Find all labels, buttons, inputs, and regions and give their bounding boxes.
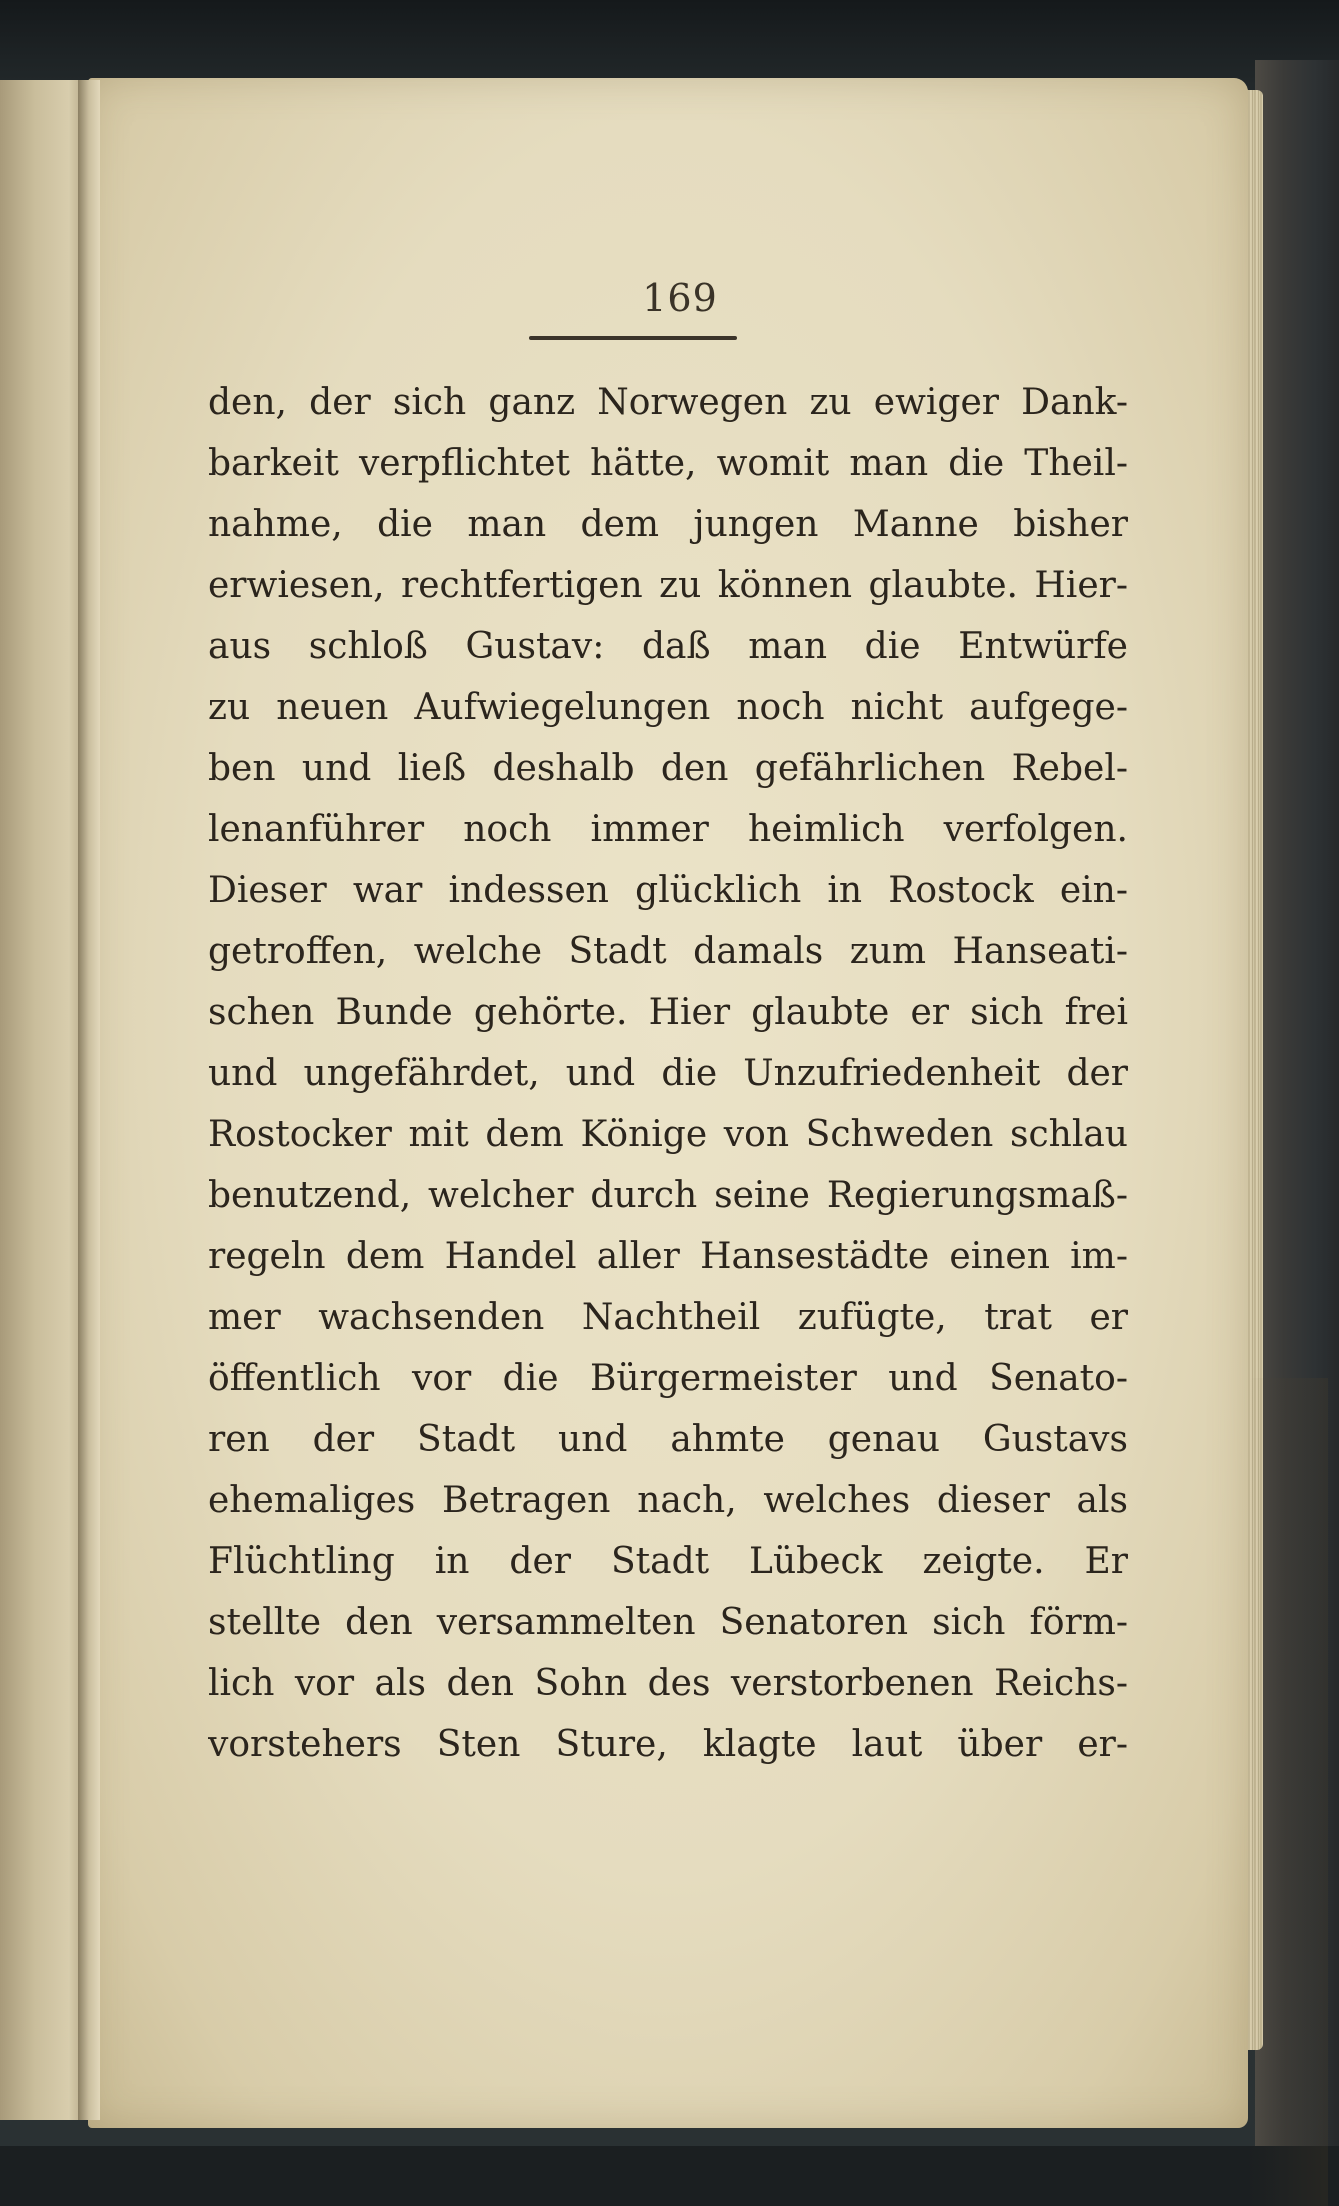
text-line: ben und ließ deshalb den gefährlichen Rebel- [208,748,1128,789]
text-line: und ungefährdet, und die Unzufriedenheit der [208,1053,1128,1094]
text-line: lenanführer noch immer heimlich verfolgen. [208,809,1128,850]
text-line: Dieser war indessen glücklich in Rostock ein- [208,870,1128,911]
text-line: Rostocker mit dem Könige von Schweden schlau [208,1114,1128,1155]
text-line: barkeit verpflichtet hätte, womit man die Theil- [208,443,1128,484]
text-line: getroffen, welche Stadt damals zum Hanseati- [208,931,1128,972]
text-line: zu neuen Aufwiegelungen noch nicht aufgege- [208,687,1128,728]
text-line: den, der sich ganz Norwegen zu ewiger Dank- [208,382,1128,423]
text-line: Flüchtling in der Stadt Lübeck zeigte. Er [208,1541,1128,1582]
text-line: öffentlich vor die Bürgermeister und Senato- [208,1358,1128,1399]
previous-page-edge [0,80,86,2120]
text-line: erwiesen, rechtfertigen zu können glaubte. Hier- [208,565,1128,606]
text-line: vorstehers Sten Sture, klagte laut über er- [208,1724,1128,1765]
page-shading [1248,1378,1328,2206]
text-line: aus schloß Gustav: daß man die Entwürfe [208,626,1128,667]
text-line: benutzend, welcher durch seine Regierungsmaß- [208,1175,1128,1216]
text-line: mer wachsenden Nachtheil zufügte, trat er [208,1297,1128,1338]
text-line: nahme, die man dem jungen Manne bisher [208,504,1128,545]
text-line: ehemaliges Betragen nach, welches dieser als [208,1480,1128,1521]
text-line: lich vor als den Sohn des verstorbenen Reichs- [208,1663,1128,1704]
text-line: schen Bunde gehörte. Hier glaubte er sich frei [208,992,1128,1033]
book-page [88,78,1248,2128]
text-line: regeln dem Handel aller Hansestädte einen im- [208,1236,1128,1277]
text-line: stellte den versammelten Senatoren sich förm- [208,1602,1128,1643]
text-line: ren der Stadt und ahmte genau Gustavs [208,1419,1128,1460]
page-gutter [78,80,100,2120]
page-number: 169 [642,276,718,320]
header-rule [529,336,737,340]
body-text [208,372,1128,1775]
